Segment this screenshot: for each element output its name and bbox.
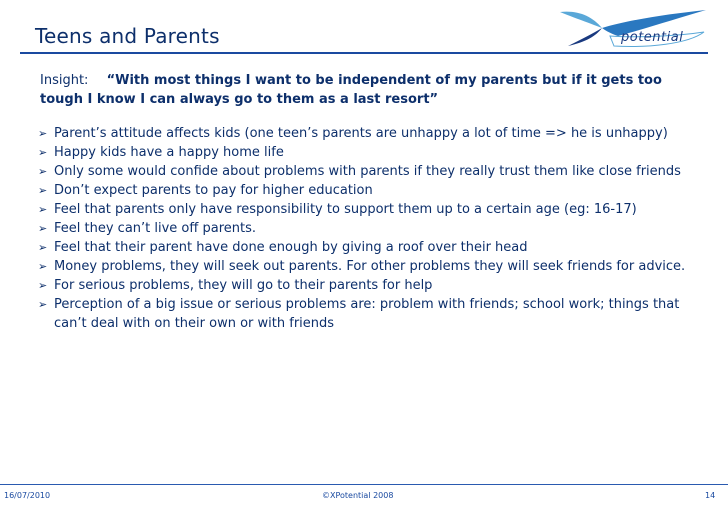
arrow-bullet-icon: ➢ — [38, 165, 48, 178]
list-item-text: Parent’s attitude affects kids (one teen’s parents are unhappy a lot of time => he is unhappy) — [54, 126, 668, 141]
list-item — [38, 257, 708, 276]
list-item — [38, 143, 708, 162]
footer-copyright: ©XPotential 2008 — [322, 491, 394, 500]
insight-label: Insight: — [40, 73, 89, 88]
list-item-text: Perception of a big issue or serious problems are: problem with friends; school work; things that can’t deal with on their own or with friends — [54, 297, 680, 331]
logo-wordmark: potential — [621, 30, 684, 45]
list-item-text: Feel they can’t live off parents. — [54, 221, 256, 236]
arrow-bullet-icon: ➢ — [38, 260, 48, 273]
list-item — [38, 124, 708, 143]
arrow-bullet-icon: ➢ — [38, 184, 48, 197]
list-item — [38, 162, 708, 181]
arrow-bullet-icon: ➢ — [38, 279, 48, 292]
list-item — [38, 276, 708, 295]
arrow-bullet-icon: ➢ — [38, 298, 48, 311]
list-item-text: Feel that parents only have responsibility to support them up to a certain age (eg: 16-17) — [54, 202, 637, 217]
list-item-text: Only some would confide about problems with parents if they really trust them like close friends — [54, 164, 681, 179]
arrow-bullet-icon: ➢ — [38, 222, 48, 235]
insight-block — [40, 71, 700, 109]
list-item — [38, 219, 708, 238]
list-item-text: Happy kids have a happy home life — [54, 145, 284, 160]
footer-date: 16/07/2010 — [4, 491, 51, 500]
list-item — [38, 200, 708, 219]
list-item-text: Feel that their parent have done enough by giving a roof over their head — [54, 240, 528, 255]
xpotential-logo-icon — [558, 6, 708, 52]
arrow-bullet-icon: ➢ — [38, 241, 48, 254]
title-divider — [20, 52, 708, 54]
footer-divider — [0, 484, 728, 485]
slide-title: Teens and Parents — [35, 24, 220, 48]
insight-quote: “With most things I want to be independent of my parents but if it gets too tough I know I can always go to them as a last resort” — [40, 73, 662, 107]
arrow-bullet-icon: ➢ — [38, 127, 48, 140]
arrow-bullet-icon: ➢ — [38, 146, 48, 159]
list-item — [38, 181, 708, 200]
list-item-text: Money problems, they will seek out parents. For other problems they will seek friends for advice. — [54, 259, 686, 274]
list-item-text: For serious problems, they will go to their parents for help — [54, 278, 433, 293]
list-item-text: Don’t expect parents to pay for higher education — [54, 183, 373, 198]
arrow-bullet-icon: ➢ — [38, 203, 48, 216]
list-item — [38, 238, 708, 257]
bullet-list — [38, 124, 708, 333]
page-number: 14 — [705, 491, 716, 500]
list-item — [38, 295, 708, 333]
